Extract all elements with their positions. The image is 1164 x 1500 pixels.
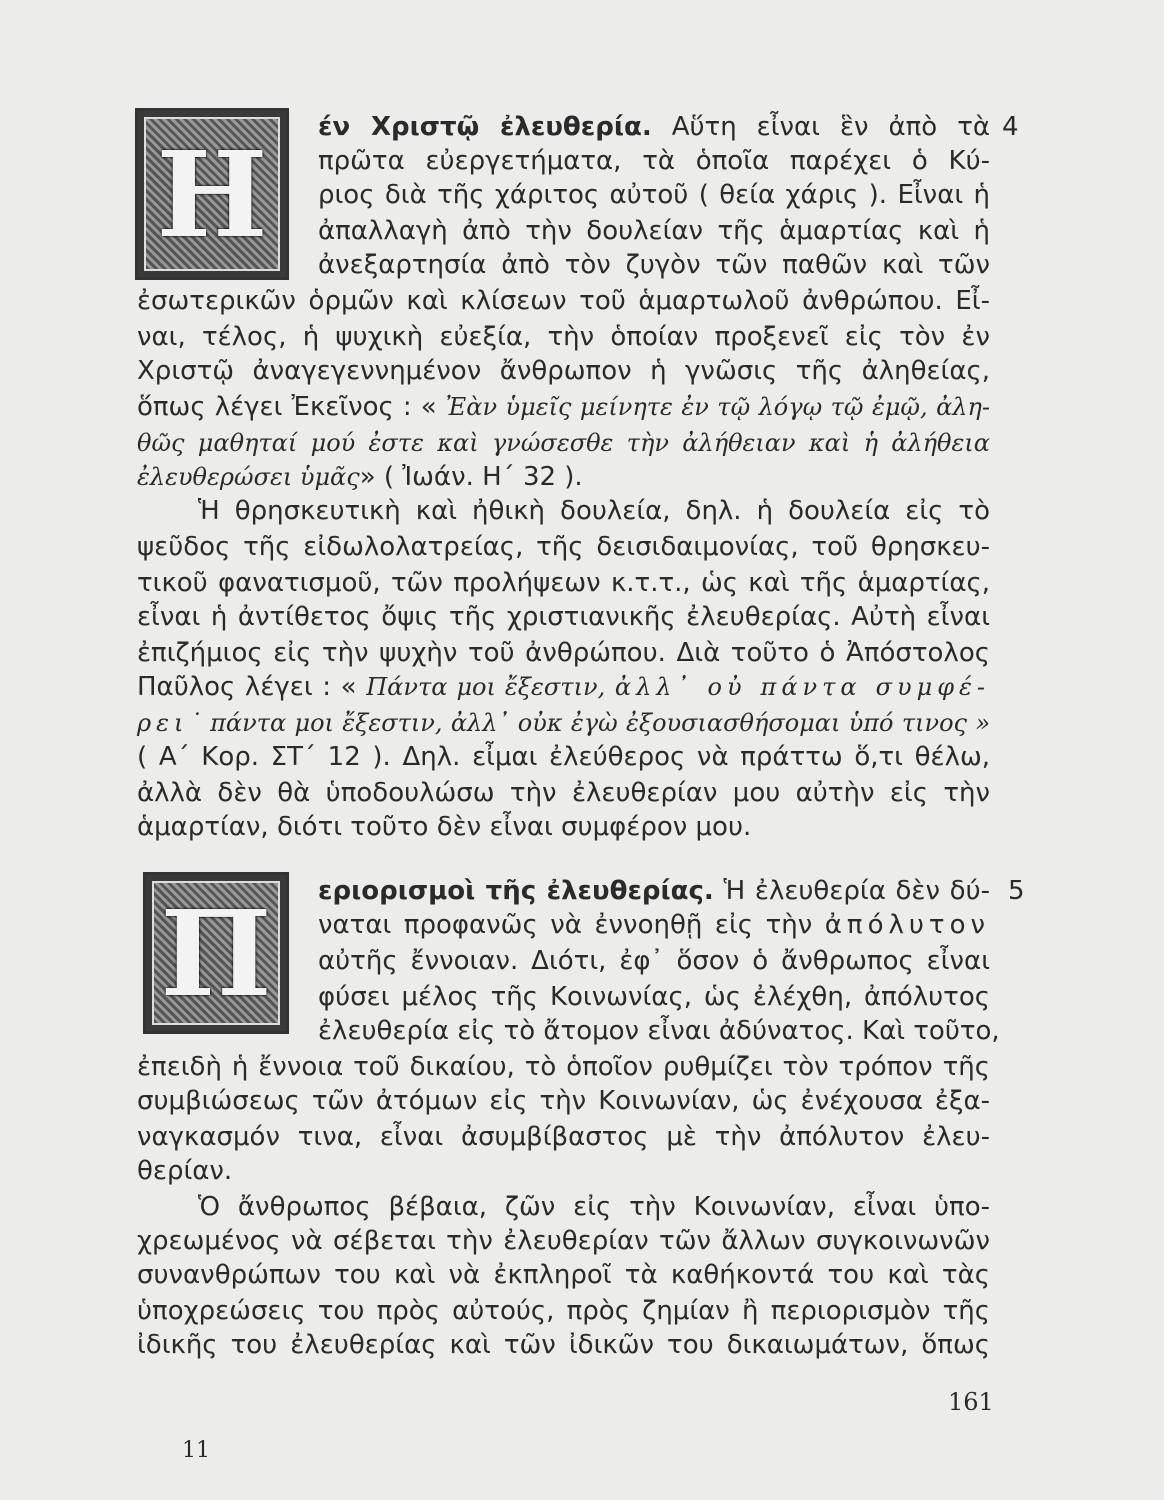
text-line: χρεωμένος νὰ σέβεται τὴν ἐλευθερίαν τῶν ἄλλων συγκοινωνῶν bbox=[137, 1226, 990, 1256]
decorated-initial-eta bbox=[135, 108, 289, 280]
scripture-quote: ˙ πάντα μοι ἔξεστιν, ἀλλ᾽ οὐκ ἐγὼ ἐξουσιασθήσομαι ὑπό τινος » bbox=[188, 709, 990, 737]
scripture-quote: Ἐὰν ὑμεῖς μείνητε ἐν τῷ λόγῳ τῷ ἐμῷ, ἀλη- bbox=[445, 393, 990, 421]
scripture-quote-emphasis: ρει bbox=[137, 709, 189, 737]
text-line: ριος διὰ τῆς χάριτος αὐτοῦ ( θεία χάρις ). Εἶναι ἡ bbox=[318, 180, 990, 210]
text-line: συμβιώσεως τῶν ἀτόμων εἰς τὴν Κοινωνίαν, ὡς ἐνέχουσα ἐξα- bbox=[137, 1086, 990, 1116]
margin-number-4: 4 bbox=[1002, 112, 1019, 142]
text-line: θερίαν. bbox=[137, 1156, 233, 1186]
section-heading: έν Χριστῷ ἐλευθερία. bbox=[318, 112, 652, 142]
text-line: ὅπως λέγει Ἐκεῖνος : « Ἐὰν ὑμεῖς μείνητε ἐν τῷ λόγῳ τῷ ἐμῷ, ἀλη- bbox=[137, 392, 990, 422]
margin-number-5: 5 bbox=[1008, 876, 1025, 906]
text-line bbox=[137, 706, 990, 740]
scripture-quote-line: θῶς μαθηταί μού ἐστε καὶ γνώσεσθε τὴν ἀλήθειαν καὶ ἡ ἀλήθεια bbox=[137, 429, 990, 457]
scripture-quote-emphasis: ἀλλ᾽ οὐ πάντα συμφέ- bbox=[614, 673, 990, 701]
text-line: ναγκασμόν τινα, εἶναι ἀσυμβίβαστος μὲ τὴν ἀπόλυτον ἐλευ- bbox=[137, 1122, 990, 1152]
scripture-quote: Πάντα μοι ἔξεστιν, bbox=[366, 673, 606, 701]
text-line: φύσει μέλος τῆς Κοινωνίας, ὡς ἐλέχθη, ἀπόλυτος bbox=[318, 982, 990, 1012]
text-line: ναται προφανῶς νὰ ἐννοηθῇ εἰς τὴν ἀπόλυτον bbox=[318, 910, 990, 940]
text-line: Ὁ ἄνθρωπος βέβαια, ζῶν εἰς τὴν Κοινωνίαν, εἶναι ὑπο- bbox=[198, 1192, 990, 1222]
text-line: Παῦλος λέγει : « Πάντα μοι ἔξεστιν, ἀλλ᾽ οὐ πάντα συμφέ- bbox=[137, 672, 990, 702]
text-line: ἀνεξαρτησία ἀπὸ τὸν ζυγὸν τῶν παθῶν καὶ τῶν bbox=[318, 250, 990, 280]
text-line: ἀλλὰ δὲν θὰ ὑποδουλώσω τὴν ἐλευθερίαν μου αὐτὴν εἰς τὴν bbox=[137, 778, 990, 808]
initial-letter: Π bbox=[160, 883, 272, 1023]
text-line: συνανθρώπων του καὶ νὰ ἐκπληροῖ τὰ καθήκοντά του καὶ τὰς bbox=[137, 1260, 990, 1290]
text-line: ἰδικῆς του ἐλευθερίας καὶ τῶν ἰδικῶν του δικαιωμάτων, ὅπως bbox=[137, 1330, 990, 1360]
text-line: ( Α΄ Κορ. ΣΤ΄ 12 ). Δηλ. εἶμαι ἐλεύθερος νὰ πράττω ὅ,τι θέλω, bbox=[137, 742, 990, 772]
text-line: αὐτῆς ἔννοιαν. Διότι, ἐφ᾽ ὅσον ὁ ἄνθρωπος εἶναι bbox=[318, 946, 990, 976]
text-line: ἐλευθερώσει ὑμᾶς» ( Ἰωάν. Η΄ 32 ). bbox=[137, 462, 583, 492]
scripture-quote: ἐλευθερώσει ὑμᾶς bbox=[137, 463, 360, 491]
text-line: ἐλευθερία εἰς τὸ ἄτομον εἶναι ἀδύνατος. Καὶ τοῦτο, bbox=[318, 1016, 1000, 1046]
text-line: Ἡ θρησκευτικὴ καὶ ἠθικὴ δουλεία, δηλ. ἡ δουλεία εἰς τὸ bbox=[198, 496, 990, 526]
text-line: Χριστῷ ἀναγεγεννημένον ἄνθρωπον ἡ γνῶσις τῆς ἀληθείας, bbox=[137, 356, 990, 386]
text-line: ναι, τέλος, ἡ ψυχικὴ εὐεξία, τὴν ὁποίαν προξενεῖ εἰς τὸν ἐν bbox=[137, 322, 990, 352]
text-line: εἶναι ἡ ἀντίθετος ὄψις τῆς χριστιανικῆς ἐλευθερίας. Αὐτὴ εἶναι bbox=[137, 602, 990, 632]
text-line: ψεῦδος τῆς εἰδωλολατρείας, τῆς δεισιδαιμονίας, τοῦ θρησκευ- bbox=[137, 532, 990, 562]
text-line: ἐπειδὴ ἡ ἔννοια τοῦ δικαίου, τὸ ὁποῖον ρυθμίζει τὸν τρόπον τῆς bbox=[137, 1052, 990, 1082]
text-line: τικοῦ φανατισμοῦ, τῶν προλήψεων κ.τ.τ., ὡς καὶ τῆς ἁμαρτίας, bbox=[137, 568, 990, 598]
text-line: εριορισμοὶ τῆς ἐλευθερίας. Ἡ ἐλευθερία δὲν δύ- bbox=[318, 876, 991, 906]
decorated-initial-pi bbox=[143, 872, 289, 1034]
text-line: ἐπιζήμιος εἰς τὴν ψυχὴν τοῦ ἀνθρώπου. Διὰ τοῦτο ὁ Ἀπόστολος bbox=[137, 638, 990, 668]
text-line: ἀπαλλαγὴ ἀπὸ τὴν δουλείαν τῆς ἁμαρτίας καὶ ἡ bbox=[318, 216, 990, 246]
emphasized-word: ἀπόλυτον bbox=[824, 910, 990, 940]
section-heading: εριορισμοὶ τῆς ἐλευθερίας. bbox=[318, 876, 714, 906]
initial-letter: Η bbox=[156, 124, 268, 264]
page-number: 161 bbox=[948, 1388, 994, 1416]
text-line: έν Χριστῷ ἐλευθερία. Αὕτη εἶναι ἓν ἀπὸ τὰ bbox=[318, 112, 990, 142]
signature-mark: 11 bbox=[182, 1438, 210, 1463]
text-line: ἐσωτερικῶν ὁρμῶν καὶ κλίσεων τοῦ ἁμαρτωλοῦ ἀνθρώπου. Εἶ- bbox=[137, 286, 990, 316]
text-line: ἁμαρτίαν, διότι τοῦτο δὲν εἶναι συμφέρον μου. bbox=[137, 812, 752, 842]
text-line: πρῶτα εὐεργετήματα, τὰ ὁποῖα παρέχει ὁ Κύ- bbox=[318, 146, 990, 176]
text-line: ὑποχρεώσεις του πρὸς αὐτούς, πρὸς ζημίαν ἢ περιορισμὸν τῆς bbox=[137, 1296, 990, 1326]
